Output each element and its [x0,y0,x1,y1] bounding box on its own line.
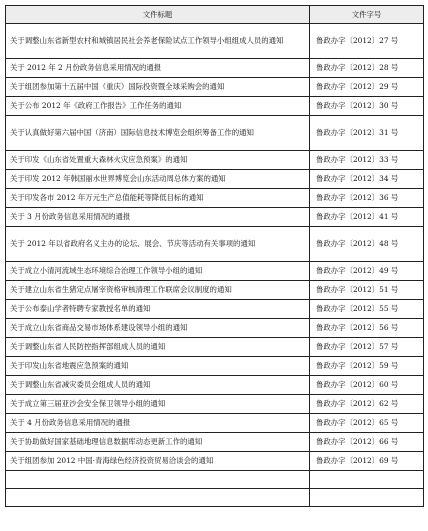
table-row [6,319,424,338]
table-row [6,433,424,452]
table-row [6,452,424,471]
table-row [6,189,424,208]
header-row [6,6,424,24]
table-row [6,414,424,433]
table-row [6,24,424,59]
doc-title: 关于 2012 年 2 月份政务信息采用情况的通报 [6,59,310,78]
doc-title: 关于印发 2012 年韩国丽水世界博览会山东活动周总体方案的通知 [6,170,310,189]
table-row [6,170,424,189]
table-row [6,262,424,281]
doc-title: 关于 2012 年以省政府名义主办的论坛、展会、节庆等活动有关事项的通知 [6,227,310,262]
doc-title: 关于印发《山东省处置重大森林火灾应急预案》的通知 [6,151,310,170]
table-row [6,338,424,357]
doc-number: 鲁政办字〔2012〕36 号 [310,189,424,208]
table-row [6,281,424,300]
table-row [6,78,424,97]
empty-cell [6,471,310,489]
empty-cell [310,471,424,489]
table-row [6,395,424,414]
doc-number: 鲁政办字〔2012〕51 号 [310,281,424,300]
table-row [6,376,424,395]
doc-number: 鲁政办字〔2012〕57 号 [310,338,424,357]
doc-title: 关于成立小清河流域生态环境综合治理工作领导小组的通知 [6,262,310,281]
table-row [6,151,424,170]
table-row [6,227,424,262]
table-row [6,208,424,227]
doc-number: 鲁政办字〔2012〕56 号 [310,319,424,338]
doc-number: 鲁政办字〔2012〕66 号 [310,433,424,452]
header-number: 文件字号 [310,6,424,24]
document-number-table [5,5,424,507]
doc-title: 关于调整山东省人民防控指挥部组成人员的通知 [6,338,310,357]
doc-number: 鲁政办字〔2012〕33 号 [310,151,424,170]
doc-number: 鲁政办字〔2012〕48 号 [310,227,424,262]
doc-title: 关于 4 月份政务信息采用情况的通报 [6,414,310,433]
doc-title: 关于 3 月份政务信息采用情况的通报 [6,208,310,227]
doc-title: 关于公布泰山学者特聘专家教授名单的通知 [6,300,310,319]
doc-title: 关于印发各市 2012 年万元生产总值能耗等降低目标的通知 [6,189,310,208]
doc-number: 鲁政办字〔2012〕31 号 [310,116,424,151]
empty-cell [6,489,310,507]
empty-cell [310,489,424,507]
doc-title: 关于组团参加第十五届中国（重庆）国际投资暨全球采购会的通知 [6,78,310,97]
doc-number: 鲁政办字〔2012〕29 号 [310,78,424,97]
doc-number: 鲁政办字〔2012〕62 号 [310,395,424,414]
table-row [6,116,424,151]
empty-row [6,471,424,489]
doc-title: 关于建立山东省生猪定点屠宰资格审核清理工作联席会议制度的通知 [6,281,310,300]
doc-number: 鲁政办字〔2012〕34 号 [310,170,424,189]
doc-number: 鲁政办字〔2012〕60 号 [310,376,424,395]
doc-number: 鲁政办字〔2012〕59 号 [310,357,424,376]
doc-number: 鲁政办字〔2012〕69 号 [310,452,424,471]
doc-number: 鲁政办字〔2012〕27 号 [310,24,424,59]
empty-row [6,489,424,507]
table-row [6,59,424,78]
header-title: 文件标题 [6,6,310,24]
doc-number: 鲁政办字〔2012〕55 号 [310,300,424,319]
doc-number: 鲁政办字〔2012〕30 号 [310,97,424,116]
doc-title: 关于成立山东省商品交易市场体系建设领导小组的通知 [6,319,310,338]
doc-title: 关于印发山东省地震应急预案的通知 [6,357,310,376]
doc-title: 关于认真做好第六届中国（济南）国际信息技术博览会组织筹备工作的通知 [6,116,310,151]
doc-number: 鲁政办字〔2012〕28 号 [310,59,424,78]
doc-title: 关于协助做好国家基础地理信息数据库动态更新工作的通知 [6,433,310,452]
doc-number: 鲁政办字〔2012〕65 号 [310,414,424,433]
doc-title: 关于公布 2012 年《政府工作报告》工作任务的通知 [6,97,310,116]
doc-title: 关于调整山东省新型农村和城镇居民社会养老保险试点工作领导小组组成人员的通知 [6,24,310,59]
doc-title: 关于成立第三届亚沙会安全保卫领导小组的通知 [6,395,310,414]
table-row [6,300,424,319]
doc-title: 关于调整山东省减灾委员会组成人员的通知 [6,376,310,395]
table-row [6,97,424,116]
doc-title: 关于组团参加 2012 中国·青海绿色经济投资贸易洽谈会的通知 [6,452,310,471]
table-row [6,357,424,376]
doc-number: 鲁政办字〔2012〕49 号 [310,262,424,281]
doc-number: 鲁政办字〔2012〕41 号 [310,208,424,227]
